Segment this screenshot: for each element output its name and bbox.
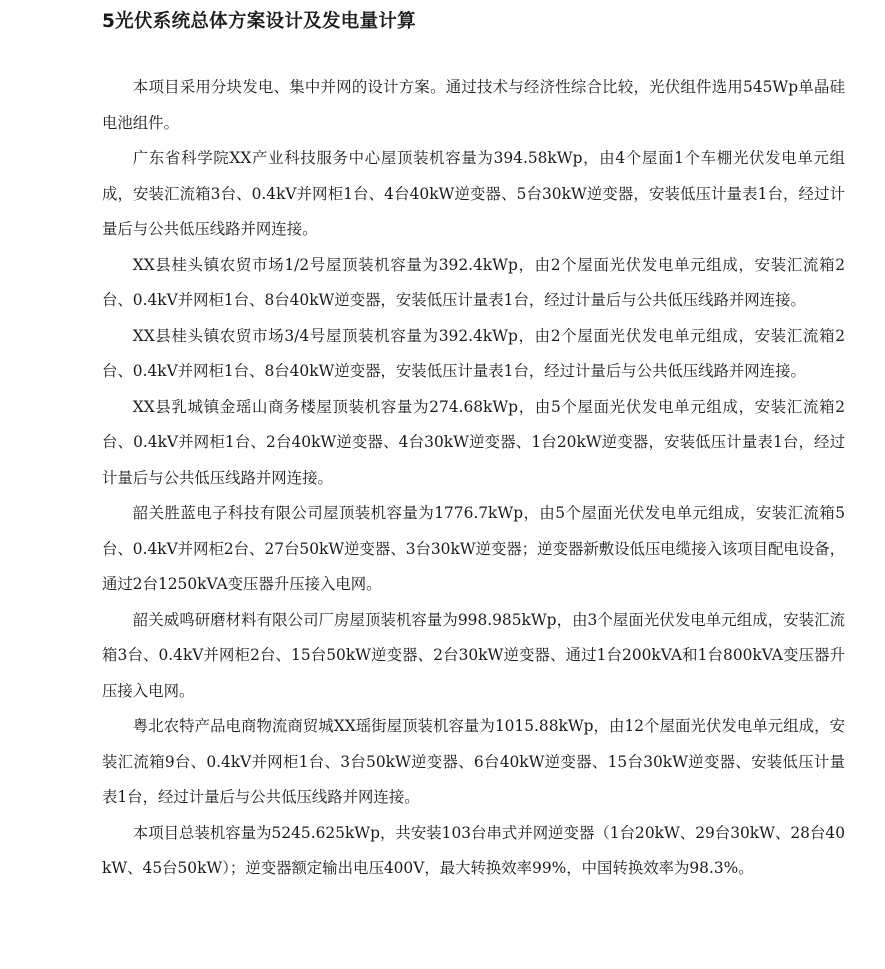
paragraph-site-6: 韶关威鸣研磨材料有限公司厂房屋顶装机容量为998.985kWp，由3个屋面光伏发电单元组成，安装汇流箱3台、0.4kV并网柜2台、15台50kW逆变器、2台30kW逆变器、通过1台200kVA和1台800kVA变压器升压接入电网。 — [102, 610, 845, 700]
paragraph-site-4: XX县乳城镇金瑶山商务楼屋顶装机容量为274.68kWp，由5个屋面光伏发电单元组成，安装汇流箱2台、0.4kV并网柜1台、2台40kW逆变器、4台30kW逆变器、1台20kW逆变器，安装低压计量表1台，经过计量后与公共低压线路并网连接。 — [102, 397, 845, 487]
section-heading: 5光伏系统总体方案设计及发电量计算 — [102, 11, 416, 32]
paragraph-site-2: XX县桂头镇农贸市场1/2号屋顶装机容量为392.4kWp，由2个屋面光伏发电单元组成，安装汇流箱2台、0.4kV并网柜1台、8台40kW逆变器，安装低压计量表1台，经过计量后与公共低压线路并网连接。 — [102, 255, 845, 309]
paragraph-site-7: 粤北农特产品电商物流商贸城XX瑶街屋顶装机容量为1015.88kWp，由12个屋面光伏发电单元组成，安装汇流箱9台、0.4kV并网柜1台、3台50kW逆变器、6台40kW逆变器、15台30kW逆变器、安装低压计量表1台，经过计量后与公共低压线路并网连接。 — [102, 717, 845, 806]
paragraph-site-5: 韶关胜蓝电子科技有限公司屋顶装机容量为1776.7kWp，由5个屋面光伏发电单元组成，安装汇流箱5台、0.4kV并网柜2台、27台50kW逆变器、3台30kW逆变器；逆变器新敷设低压电缆接入该项目配电设备，通过2台1250kVA变压器升压接入电网。 — [102, 504, 845, 593]
paragraph-site-1: 广东省科学院XX产业科技服务中心屋顶装机容量为394.58kWp，由4个屋面1个车棚光伏发电单元组成，安装汇流箱3台、0.4kV并网柜1台、4台40kW逆变器、5台30kW逆变器，安装低压计量表1台，经过计量后与公共低压线路并网连接。 — [102, 149, 845, 238]
paragraph-summary: 本项目总装机容量为5245.625kWp，共安装103台串式并网逆变器（1台20kW、29台30kW、28台40kW、45台50kW）；逆变器额定输出电压400V，最大转换效率99%，中国转换效率为98.3%。 — [102, 823, 845, 877]
paragraph-site-3: XX县桂头镇农贸市场3/4号屋顶装机容量为392.4kWp，由2个屋面光伏发电单元组成，安装汇流箱2台、0.4kV并网柜1台、8台40kW逆变器，安装低压计量表1台，经过计量后与公共低压线路并网连接。 — [102, 326, 845, 380]
paragraph-intro: 本项目采用分块发电、集中并网的设计方案。通过技术与经济性综合比较，光伏组件选用545Wp单晶硅电池组件。 — [102, 78, 845, 132]
section-body — [102, 70, 845, 887]
